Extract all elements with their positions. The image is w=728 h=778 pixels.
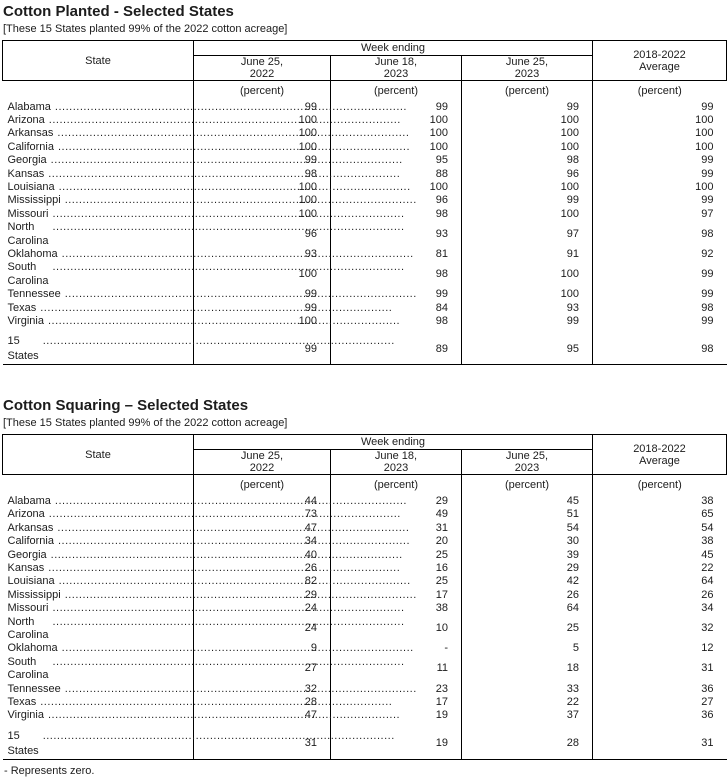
value-cell: 99 [331,288,462,301]
state-name: Virginia [7,315,44,327]
value-cell: 100 [695,180,714,193]
state-cell [3,602,194,615]
column-header-state: State [3,435,194,475]
value-cell: 27 [194,656,331,683]
table-row [3,194,727,207]
state-name: Louisiana [7,575,55,588]
dot-leader [43,729,395,744]
column-header-state: State [3,41,194,81]
state-name: California [7,535,54,548]
state-cell [3,168,194,181]
dot-leader [40,302,392,315]
data-table-cotton-squaring [2,434,727,759]
value-cell: 24 [194,602,331,615]
value-cell: 98 [194,168,331,181]
state-name: North Carolina [7,221,49,247]
value-cell: 95 [462,334,593,365]
value-cell: 99 [462,194,593,207]
table-row [3,522,727,535]
table-row [3,642,727,655]
dot-leader [52,602,404,615]
table-row [3,589,727,602]
value-cell: 45 [462,495,593,508]
value-cell: 65 [701,508,714,521]
value-cell: 96 [331,194,462,207]
value-cell: 96 [462,168,593,181]
value-cell: 100 [194,127,331,140]
value-cell: 26 [462,589,593,602]
value-cell: 100 [194,194,331,207]
dot-leader [55,495,407,508]
state-cell [3,575,194,588]
value-cell: 100 [462,114,593,127]
value-cell: 24 [194,616,331,643]
value-cell: 42 [462,575,593,588]
value-cell: 37 [462,709,593,722]
state-cell [3,127,194,140]
state-cell [3,589,194,602]
value-cell: 54 [462,522,593,535]
value-cell: 44 [194,495,331,508]
value-cell: 25 [462,616,593,643]
value-cell: 26 [194,562,331,575]
page-title-cotton-planted: Cotton Planted - Selected States [3,3,234,20]
value-cell: 47 [194,522,331,535]
state-cell [3,261,194,288]
state-cell [3,656,194,683]
value-cell: 100 [462,127,593,140]
value-cell: 19 [331,709,462,722]
value-cell: 92 [701,247,714,260]
table-row [3,154,727,167]
table-row [3,261,727,288]
value-cell: 25 [331,575,462,588]
dot-leader [59,575,411,588]
dot-leader [52,208,404,221]
state-cell [3,288,194,301]
state-name: Arkansas [7,521,54,534]
dot-leader [55,101,407,114]
dot-leader [58,535,410,548]
value-cell: 97 [701,207,714,220]
value-cell: 98 [462,154,593,167]
table-row [3,683,727,696]
table-row [3,181,727,194]
value-cell: 93 [331,221,462,248]
state-cell [3,616,194,643]
value-cell: 100 [194,181,331,194]
value-cell: 32 [701,622,714,635]
value-cell: 93 [462,302,593,315]
value-cell: 100 [194,141,331,154]
state-name: California [7,140,54,153]
total-row [3,334,727,365]
value-cell: 99 [701,100,714,113]
dot-leader [65,288,417,301]
value-cell: 36 [701,709,714,722]
table-row [3,508,727,521]
table-subtitle: [These 15 States planted 99% of the 2022 cotton acreage] [3,417,288,430]
value-cell: 17 [331,589,462,602]
table-row [3,114,727,127]
state-cell [3,642,194,655]
value-cell: 51 [462,508,593,521]
state-name: Texas [7,696,37,708]
state-name: North Carolina [7,615,49,641]
dot-leader [57,127,409,140]
value-cell: 88 [331,168,462,181]
dot-leader [49,114,401,127]
dot-leader [51,549,403,562]
state-name: Georgia [7,154,47,167]
data-table-cotton-planted [2,40,727,365]
value-cell: 45 [701,548,714,561]
value-cell: 19 [331,729,462,760]
value-cell: 25 [331,549,462,562]
value-cell: 31 [331,522,462,535]
value-cell: 39 [462,549,593,562]
value-cell: 22 [462,696,593,709]
dot-leader [40,696,392,709]
value-cell: 99 [194,101,331,114]
state-cell [3,709,194,722]
page-title-cotton-squaring: Cotton Squaring – Selected States [3,397,249,415]
table-row [3,602,727,615]
state-name: Kansas [7,167,45,180]
state-name: Virginia [7,709,44,722]
unit-label: (percent) [194,475,331,495]
value-cell: 16 [331,562,462,575]
value-cell: 32 [194,683,331,696]
value-cell: 82 [194,575,331,588]
value-cell: 96 [194,221,331,248]
table-row [3,549,727,562]
value-cell: 31 [593,729,727,760]
state-cell [3,729,194,760]
value-cell: 100 [194,114,331,127]
column-header-date-3: June 25, 2023 [462,450,593,475]
value-cell: 98 [701,301,714,314]
value-cell: 10 [331,616,462,643]
value-cell: 64 [462,602,593,615]
value-cell: 89 [331,334,462,365]
value-cell: 100 [331,181,462,194]
table-row [3,302,727,315]
dot-leader [62,642,414,655]
value-cell: 100 [462,261,593,288]
value-cell: 100 [331,127,462,140]
total-label: 15 States [7,729,39,757]
dot-leader [49,508,401,521]
state-name: Tennessee [7,288,61,301]
state-name: Missouri [7,207,49,220]
value-cell: 22 [701,561,714,574]
value-cell: 12 [701,642,714,655]
value-cell: 99 [701,315,714,327]
state-cell [3,248,194,261]
value-cell: 100 [462,181,593,194]
state-name: Alabama [7,100,51,113]
value-cell: 30 [462,535,593,548]
value-cell: 81 [331,248,462,261]
state-cell [3,562,194,575]
state-cell [3,101,194,114]
value-cell: 17 [331,696,462,709]
table-row [3,141,727,154]
state-name: Kansas [7,561,45,574]
footnote: - Represents zero. [4,764,95,777]
value-cell: 31 [701,662,714,675]
state-cell [3,141,194,154]
state-name: Alabama [7,494,51,507]
value-cell: 100 [194,208,331,221]
value-cell: 38 [331,602,462,615]
column-header-date-1: June 25, 2022 [194,56,331,81]
unit-label: (percent) [637,84,682,97]
state-name: Mississippi [7,588,61,601]
state-name: South Carolina [7,655,49,682]
column-header-date-2: June 18, 2023 [331,450,462,475]
dot-leader [52,261,404,274]
total-row [3,729,727,760]
dot-leader [59,181,411,194]
table-row [3,535,727,548]
column-header-average: 2018-2022 Average [593,41,727,81]
value-cell: 9 [194,642,331,655]
unit-cell-empty [3,475,194,495]
value-cell: 100 [695,113,714,126]
column-header-date-2: June 18, 2023 [331,56,462,81]
state-cell [3,315,194,328]
dot-leader [65,683,417,696]
value-cell: 99 [194,334,331,365]
value-cell: 29 [331,495,462,508]
value-cell: 100 [695,127,714,140]
value-cell: 100 [462,208,593,221]
dot-leader [48,315,400,328]
dot-leader [62,248,414,261]
value-cell: 99 [701,167,714,180]
value-cell: 34 [701,602,714,615]
value-cell: 100 [194,261,331,288]
value-cell: 98 [331,315,462,328]
state-cell [3,522,194,535]
value-cell: 100 [194,315,331,328]
dot-leader [57,522,409,535]
state-name: Louisiana [7,180,55,193]
value-cell: 99 [194,154,331,167]
value-cell: 100 [462,141,593,154]
table-row [3,562,727,575]
state-cell [3,154,194,167]
value-cell: 99 [194,302,331,315]
state-cell [3,221,194,248]
value-cell: 73 [194,508,331,521]
state-cell [3,508,194,521]
column-header-date-1: June 25, 2022 [194,450,331,475]
dot-leader [43,334,395,349]
value-cell: 29 [194,589,331,602]
state-name: Arizona [7,508,45,521]
value-cell: 40 [194,549,331,562]
state-name: Georgia [7,548,47,561]
value-cell: 98 [331,208,462,221]
table-row [3,101,727,114]
value-cell: 93 [194,248,331,261]
state-name: Mississippi [7,194,61,207]
column-group-week-ending: Week ending [194,41,593,56]
value-cell: 99 [194,288,331,301]
table-row [3,696,727,709]
value-cell: 98 [593,334,727,365]
dot-leader [51,154,403,167]
value-cell: 97 [462,221,593,248]
table-subtitle: [These 15 States planted 99% of the 2022 cotton acreage] [3,23,288,35]
dot-leader [52,221,404,234]
value-cell: 100 [695,140,714,153]
dot-leader [52,616,404,629]
value-cell: 28 [194,696,331,709]
value-cell: 47 [194,709,331,722]
value-cell: 27 [701,696,714,708]
state-cell [3,181,194,194]
state-name: Arkansas [7,127,54,140]
state-name: Arizona [7,113,45,126]
value-cell: 99 [462,315,593,328]
state-name: Oklahoma [7,247,58,260]
dot-leader [48,168,400,181]
table-row [3,656,727,683]
table-row [3,168,727,181]
value-cell: 38 [701,494,714,507]
value-cell: 100 [462,288,593,301]
value-cell: 34 [194,535,331,548]
value-cell: 99 [462,101,593,114]
value-cell: 20 [331,535,462,548]
column-group-week-ending: Week ending [194,435,593,450]
value-cell: 98 [701,227,714,240]
value-cell: 84 [331,302,462,315]
value-cell: 11 [331,656,462,683]
value-cell: 18 [462,656,593,683]
value-cell: 29 [462,562,593,575]
state-name: Oklahoma [7,642,58,655]
dot-leader [58,141,410,154]
value-cell: 95 [331,154,462,167]
dot-leader [65,194,417,207]
state-cell [3,114,194,127]
unit-label: (percent) [462,81,593,101]
value-cell: 100 [331,114,462,127]
table-row [3,208,727,221]
table-row [3,495,727,508]
state-name: Texas [7,301,37,314]
state-cell [3,208,194,221]
table-row [3,709,727,722]
value-cell: 99 [701,194,714,207]
value-cell: 98 [331,261,462,288]
state-cell [3,495,194,508]
unit-label: (percent) [194,81,331,101]
dot-leader [52,656,404,669]
total-label: 15 States [7,335,39,363]
value-cell: 23 [331,683,462,696]
unit-label: (percent) [637,479,682,492]
state-name: Tennessee [7,682,61,695]
value-cell: 31 [194,729,331,760]
dot-leader [48,709,400,722]
state-cell [3,535,194,548]
value-cell: 99 [701,288,714,301]
state-name: South Carolina [7,261,49,287]
table-row [3,288,727,301]
value-cell: 99 [331,101,462,114]
value-cell: 36 [701,682,714,695]
value-cell: 99 [701,154,714,167]
unit-label: (percent) [462,475,593,495]
table-row [3,221,727,248]
table-row [3,616,727,643]
table-row [3,248,727,261]
value-cell: 38 [701,535,714,548]
dot-leader [65,589,417,602]
state-name: Missouri [7,602,49,615]
state-cell [3,683,194,696]
state-cell [3,302,194,315]
value-cell: 54 [701,521,714,534]
state-cell [3,194,194,207]
dot-leader [48,562,400,575]
value-cell: 5 [462,642,593,655]
column-header-average: 2018-2022 Average [593,435,727,475]
value-cell: 99 [701,268,714,281]
value-cell: 64 [701,575,714,588]
state-cell [3,334,194,365]
state-cell [3,549,194,562]
value-cell: 100 [331,141,462,154]
value-cell: - [331,642,462,655]
value-cell: 91 [462,248,593,261]
table-row [3,127,727,140]
state-cell [3,696,194,709]
column-header-date-3: June 25, 2023 [462,56,593,81]
unit-label: (percent) [331,81,462,101]
unit-label: (percent) [331,475,462,495]
value-cell: 26 [701,588,714,601]
table-row [3,315,727,328]
value-cell: 49 [331,508,462,521]
value-cell: 28 [462,729,593,760]
table-row [3,575,727,588]
value-cell: 33 [462,683,593,696]
unit-cell-empty [3,81,194,101]
